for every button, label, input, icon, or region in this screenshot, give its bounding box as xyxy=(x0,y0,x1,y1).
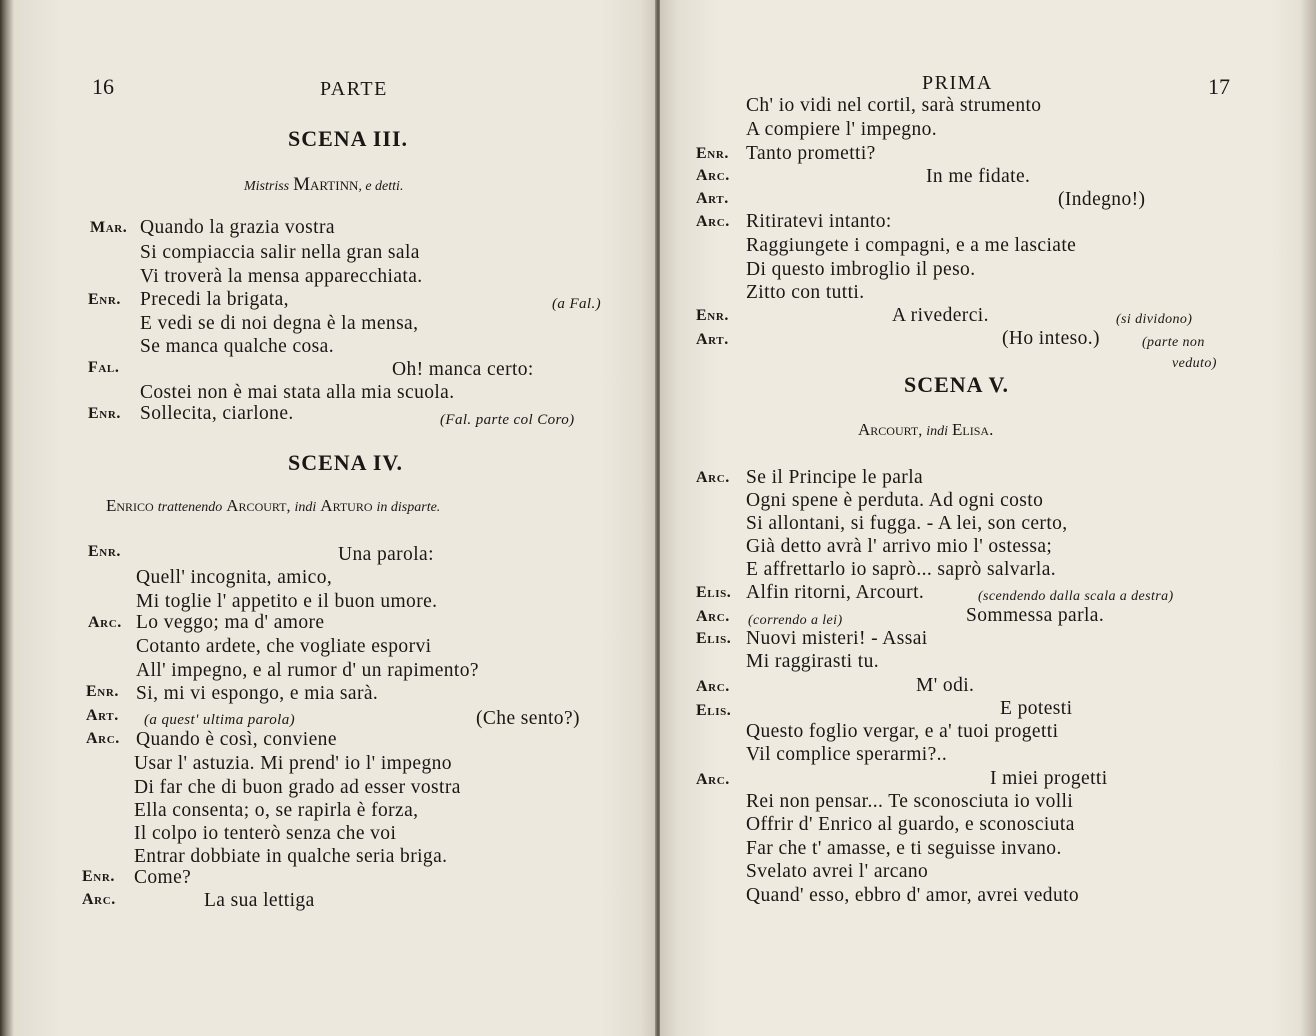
verse-line: Mi toglie l' appetito e il buon umore. xyxy=(136,591,438,612)
verse-line: La sua lettiga xyxy=(204,890,315,911)
verse-line: A compiere l' impegno. xyxy=(746,119,938,140)
verse-line: Sommessa parla. xyxy=(966,605,1105,626)
speaker-label: Arc. xyxy=(696,469,730,486)
verse-line: M' odi. xyxy=(916,675,975,696)
scene-title: SCENA IV. xyxy=(288,450,403,475)
verse-line: Questo foglio vergar, e a' tuoi progetti xyxy=(746,721,1059,742)
page-number: 17 xyxy=(1208,74,1230,99)
verse-line: Quando la grazia vostra xyxy=(140,217,335,238)
verse-line: A rivederci. xyxy=(892,305,989,326)
speaker-label: Art. xyxy=(696,190,729,207)
verse-line: Nuovi misteri! - Assai xyxy=(746,628,928,649)
verse-line: Zitto con tutti. xyxy=(746,282,865,303)
verse-line: All' impegno, e al rumor d' un rapimento? xyxy=(136,660,479,681)
verse-line: Una parola: xyxy=(338,544,434,565)
verse-line: Precedi la brigata, xyxy=(140,289,289,310)
running-head: PARTE xyxy=(320,78,388,100)
speaker-label: Mar. xyxy=(90,219,128,236)
speaker-label: Art. xyxy=(696,331,729,348)
speaker-label: Elis. xyxy=(696,584,732,601)
verse-line: E vedi se di noi degna è la mensa, xyxy=(140,313,419,334)
stage-direction: (scendendo dalla scala a destra) xyxy=(978,589,1174,604)
speaker-label: Arc. xyxy=(696,771,730,788)
speaker-label: Art. xyxy=(86,707,119,724)
verse-line: Svelato avrei l' arcano xyxy=(746,861,929,882)
verse-line: Già detto avrà l' arrivo mio l' ostessa; xyxy=(746,536,1053,557)
stage-direction: (si dividono) xyxy=(1116,312,1193,327)
running-head: PRIMA xyxy=(922,72,993,94)
verse-line: Raggiungete i compagni, e a me lasciate xyxy=(746,235,1077,256)
speaker-label: Enr. xyxy=(88,405,121,422)
verse-line: Sollecita, ciarlone. xyxy=(140,403,294,424)
verse-line: Alfin ritorni, Arcourt. xyxy=(746,582,925,603)
speaker-label: Arc. xyxy=(82,891,116,908)
verse-line: In me fidate. xyxy=(926,166,1031,187)
stage-direction: veduto) xyxy=(1172,356,1217,371)
scene-caption: Arcourt, indi Elisa. xyxy=(858,420,994,439)
speaker-label: Arc. xyxy=(88,614,122,631)
page-number: 16 xyxy=(92,74,114,99)
stage-direction: (Fal. parte col Coro) xyxy=(440,412,575,428)
verse-line: Si allontani, si fugga. - A lei, son certo, xyxy=(746,513,1068,534)
stage-direction: (a quest' ultima parola) xyxy=(144,712,295,728)
verse-line: Offrir d' Enrico al guardo, e sconosciuta xyxy=(746,814,1075,835)
left-page xyxy=(0,0,656,1036)
verse-line: Far che t' amasse, e ti seguisse invano. xyxy=(746,838,1062,859)
verse-line: Quell' incognita, amico, xyxy=(136,567,333,588)
speaker-label: Fal. xyxy=(88,359,120,376)
verse-line: I miei progetti xyxy=(990,768,1108,789)
verse-line: Usar l' astuzia. Mi prend' io l' impegno xyxy=(134,753,452,774)
verse-line: Entrar dobbiate in qualche seria briga. xyxy=(134,846,448,867)
verse-line: (Indegno!) xyxy=(1058,189,1146,210)
verse-line: E affrettarlo io saprò... saprò salvarla. xyxy=(746,559,1057,580)
scene-caption: Enrico trattenendo Arcourt, indi Arturo in disparte. xyxy=(106,496,441,515)
speaker-label: Arc. xyxy=(696,213,730,230)
speaker-label: Arc. xyxy=(696,678,730,695)
scene-caption: Mistriss Martinn, e detti. xyxy=(244,174,404,195)
verse-line: Ella consenta; o, se rapirla è forza, xyxy=(134,800,419,821)
verse-line: Quando è così, conviene xyxy=(136,729,337,750)
verse-line: Quand' esso, ebbro d' amor, avrei veduto xyxy=(746,885,1080,906)
verse-line: Rei non pensar... Te sconosciuta io volli xyxy=(746,791,1074,812)
verse-line: Se manca qualche cosa. xyxy=(140,336,334,357)
speaker-label: Enr. xyxy=(82,868,115,885)
scene-title: SCENA V. xyxy=(904,372,1010,397)
speaker-label: Enr. xyxy=(696,145,729,162)
verse-line: E potesti xyxy=(1000,698,1073,719)
verse-line: (Che sento?) xyxy=(476,708,580,729)
speaker-label: Enr. xyxy=(86,683,119,700)
right-page xyxy=(660,0,1316,1036)
verse-line: Ogni spene è perduta. Ad ogni costo xyxy=(746,490,1044,511)
verse-line: Ch' io vidi nel cortil, sarà strumento xyxy=(746,95,1042,116)
speaker-label: Enr. xyxy=(88,291,121,308)
verse-line: Vil complice sperarmi?.. xyxy=(746,744,948,765)
scene-title: SCENA III. xyxy=(288,126,409,151)
speaker-label: Elis. xyxy=(696,630,732,647)
verse-line: Mi raggirasti tu. xyxy=(746,651,879,672)
verse-line: Tanto prometti? xyxy=(746,143,876,164)
verse-line: Il colpo io tenterò senza che voi xyxy=(134,823,397,844)
speaker-label: Arc. xyxy=(696,608,730,625)
verse-line: Si, mi vi espongo, e mia sarà. xyxy=(136,683,379,704)
verse-line: (Ho inteso.) xyxy=(1002,328,1100,349)
speaker-label: Enr. xyxy=(88,543,121,560)
verse-line: Costei non è mai stata alla mia scuola. xyxy=(140,382,455,403)
verse-line: Oh! manca certo: xyxy=(392,359,534,380)
verse-line: Se il Principe le parla xyxy=(746,467,924,488)
stage-direction: (parte non xyxy=(1142,335,1205,350)
verse-line: Di far che di buon grado ad esser vostra xyxy=(134,777,461,798)
verse-line: Come? xyxy=(134,867,192,888)
speaker-label: Enr. xyxy=(696,307,729,324)
verse-line: Ritiratevi intanto: xyxy=(746,211,892,232)
stage-direction: (correndo a lei) xyxy=(748,613,843,628)
stage-direction: (a Fal.) xyxy=(552,296,602,312)
speaker-label: Arc. xyxy=(86,730,120,747)
speaker-label: Arc. xyxy=(696,167,730,184)
verse-line: Si compiaccia salir nella gran sala xyxy=(140,242,420,263)
verse-line: Cotanto ardete, che vogliate esporvi xyxy=(136,636,432,657)
speaker-label: Elis. xyxy=(696,702,732,719)
verse-line: Di questo imbroglio il peso. xyxy=(746,259,976,280)
verse-line: Lo veggo; ma d' amore xyxy=(136,612,325,633)
verse-line: Vi troverà la mensa apparecchiata. xyxy=(140,266,423,287)
